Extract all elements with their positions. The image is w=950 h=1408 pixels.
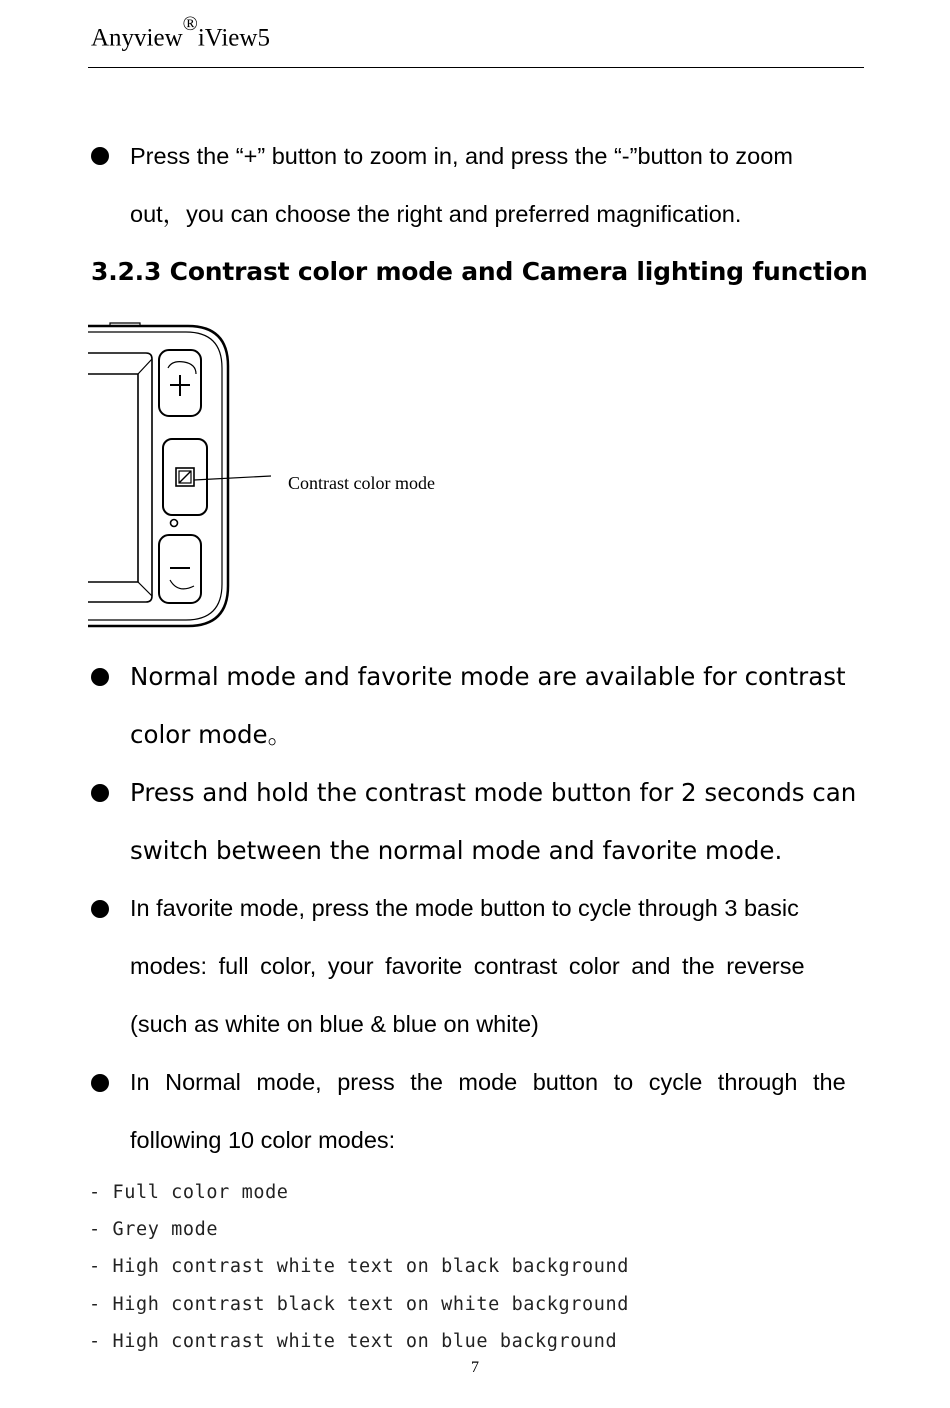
bullet-icon bbox=[91, 668, 109, 686]
modes-available-paragraph bbox=[130, 648, 860, 764]
contrast-mode-button-icon bbox=[163, 439, 207, 515]
paragraph-line: modes: full color, your favorite contrast color and the reverse bbox=[130, 953, 805, 979]
paragraph-line: Normal mode and favorite mode are available for contrast bbox=[130, 662, 846, 691]
bullet-icon bbox=[91, 1074, 109, 1092]
list-item: - High contrast white text on blue background bbox=[89, 1330, 618, 1352]
registered-mark: ® bbox=[182, 13, 198, 35]
header-brand: Anyview bbox=[91, 24, 183, 52]
favorite-mode-paragraph bbox=[130, 879, 860, 1053]
paragraph-line: color mode。 bbox=[130, 720, 293, 749]
contrast-mode-callout-label: Contrast color mode bbox=[288, 473, 435, 493]
plus-button-icon bbox=[159, 350, 201, 416]
bullet-icon bbox=[91, 900, 109, 918]
list-item: - High contrast white text on black background bbox=[89, 1256, 629, 1278]
header-product: iView5 bbox=[197, 24, 270, 52]
paragraph-line: Press and hold the contrast mode button for 2 seconds can bbox=[130, 778, 857, 807]
callout-leader-line bbox=[194, 476, 271, 480]
page-number: 7 bbox=[471, 1359, 479, 1376]
zoom-instruction-line: Press the “+” button to zoom in, and press the “-”button to zoom bbox=[130, 143, 793, 169]
page-header bbox=[91, 10, 270, 58]
header-divider bbox=[88, 67, 864, 68]
list-item: - Grey mode bbox=[89, 1219, 219, 1241]
paragraph-line: In Normal mode, press the mode button to cycle through the bbox=[130, 1069, 846, 1095]
minus-button-icon bbox=[159, 535, 201, 603]
zoom-instruction-line: out，you can choose the right and preferred magnification. bbox=[130, 201, 742, 227]
paragraph-line: (such as white on blue & blue on white) bbox=[130, 1011, 539, 1037]
color-mode-list bbox=[89, 1174, 629, 1360]
list-item: - Full color mode bbox=[89, 1182, 289, 1203]
zoom-instruction-paragraph bbox=[130, 127, 860, 243]
section-heading: 3.2.3 Contrast color mode and Camera lighting function bbox=[91, 257, 868, 286]
paragraph-line: In favorite mode, press the mode button to cycle through 3 basic bbox=[130, 895, 799, 921]
paragraph-line: switch between the normal mode and favorite mode. bbox=[130, 836, 783, 865]
list-item: - High contrast black text on white background bbox=[89, 1293, 629, 1315]
normal-mode-paragraph bbox=[130, 1053, 860, 1169]
press-hold-paragraph bbox=[130, 764, 860, 880]
indicator-led-icon bbox=[171, 520, 178, 527]
bullet-icon bbox=[91, 147, 109, 165]
paragraph-line: following 10 color modes: bbox=[130, 1127, 396, 1153]
bullet-icon bbox=[91, 784, 109, 802]
